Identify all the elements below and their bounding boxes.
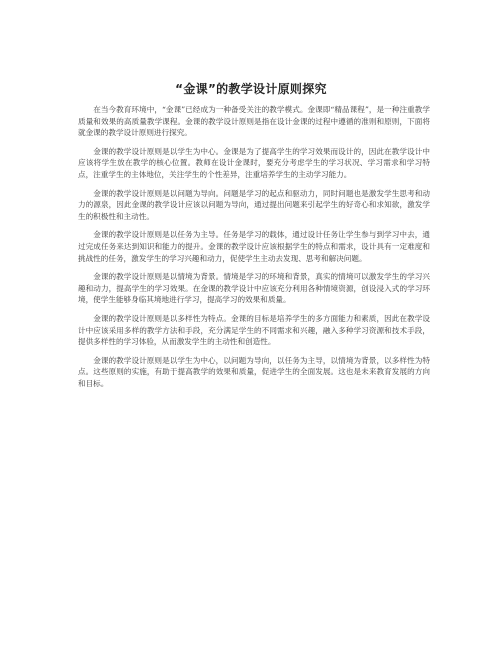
paragraph-context-based: 金课的教学设计原则是以情境为背景。情境是学习的环境和背景，真实的情境可以激发学生的学习兴趣和动力，提高学生的学习效果。在金课的教学设计中应该充分利用各种情境资源，创设浸入式的学习环境，使学生能够身临其境地进行学习，提高学习的效果和质量。 [78,272,430,305]
paragraph-student-centered: 金课的教学设计原则是以学生为中心。金课是为了提高学生的学习效果而设计的，因此在教学设计中应该将学生放在教学的核心位置。教师在设计金课时，要充分考虑学生的学习状况、学习需求和学习特点，注重学生的主体地位，关注学生的个性差异，注重培养学生的主动学习能力。 [78,146,430,179]
document-body [78,104,430,396]
document-title: “金课”的教学设计原则探究 [175,82,327,96]
paragraph-diversity: 金课的教学设计原则是以多样性为特点。金课的目标是培养学生的多方面能力和素质，因此在教学设计中应该采用多样的教学方法和手段，充分满足学生的不同需求和兴趣，融入多种学习资源和技术手段，提供多样性的学习体验，从而激发学生的主动性和创造性。 [78,313,430,347]
paragraph-task-driven: 金课的教学设计原则是以任务为主导。任务是学习的载体，通过设计任务让学生参与到学习中去，通过完成任务来达到知识和能力的提升。金课的教学设计应该根据学生的特点和需求，设计具有一定难度和挑战性的任务，激发学生的学习兴趣和动力，促使学生主动去发现、思考和解决问题。 [78,230,430,263]
paragraph-intro: 在当今教育环境中，“金课”已经成为一种备受关注的教学模式。金课即“精品课程”，是一种注重教学质量和效果的高质量教学课程。金课的教学设计原则是指在设计金课的过程中遵循的准则和原则，下面将就金课的教学设计原则进行探究。 [78,105,430,138]
paragraph-problem-oriented: 金课的教学设计原则是以问题为导向。问题是学习的起点和驱动力，同时问题也是激发学生思考和动力的源泉，因此金课的教学设计应该以问题为导向，通过提出问题来引起学生的好奇心和求知欲，激发学生的积极性和主动性。 [78,188,430,221]
paragraph-conclusion: 金课的教学设计原则是以学生为中心，以问题为导向，以任务为主导，以情境为背景，以多样性为特点。这些原则的实施，有助于提高教学的效果和质量，促进学生的全面发展。这也是未来教育发展的方向和目标。 [78,355,430,388]
